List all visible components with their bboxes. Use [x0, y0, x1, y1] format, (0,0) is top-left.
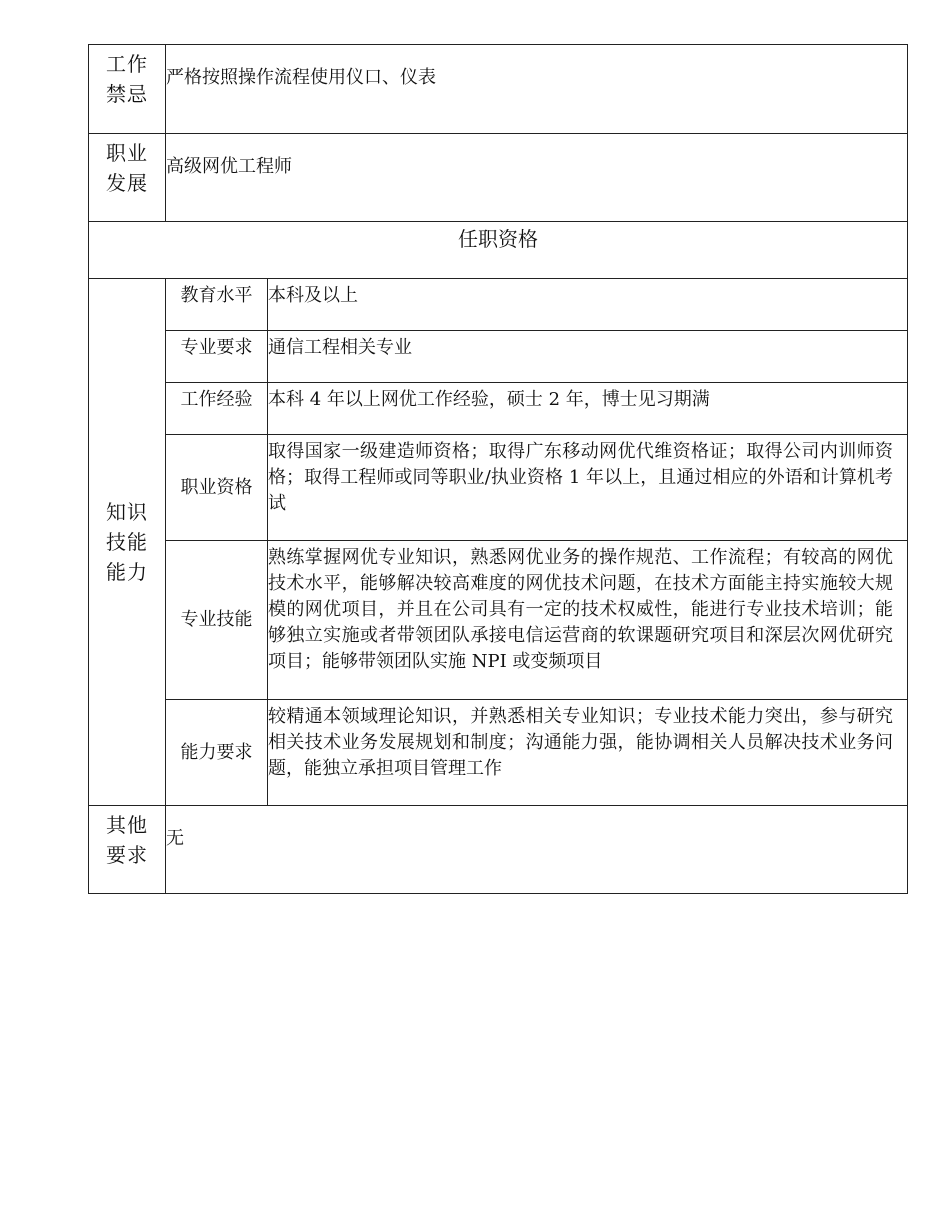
row-other-requirements [89, 806, 908, 894]
job-description-table [88, 44, 908, 894]
career-development-label-line2: 发展 [106, 171, 148, 195]
row-major-requirement [89, 331, 908, 383]
knowledge-skills-ability-label [89, 279, 166, 806]
professional-skills-value: 熟练掌握网优专业知识，熟悉网优业务的操作规范、工作流程；有较高的网优技术水平，能够解决较高难度的网优技术问题，在技术方面能主持实施较大规模的网优项目，并且在公司具有一定的技术权威性，能进行专业技术培训；能够独立实施或者带领团队承接电信运营商的软课题研究项目和深层次网优研究项目；能够带领团队实施 NPI 或变频项目 [268, 541, 908, 700]
row-work-experience [89, 383, 908, 435]
row-qualification-header [89, 222, 908, 279]
row-professional-skills [89, 541, 908, 700]
row-education-level [89, 279, 908, 331]
work-taboo-label-line2: 禁忌 [106, 82, 148, 106]
row-professional-qualification [89, 435, 908, 541]
row-work-taboo [89, 45, 908, 134]
other-requirements-label [89, 806, 166, 894]
career-development-label-line1: 职业 [106, 141, 148, 165]
work-experience-label: 工作经验 [166, 383, 268, 435]
professional-qualification-value: 取得国家一级建造师资格；取得广东移动网优代维资格证；取得公司内训师资格；取得工程师或同等职业/执业资格 1 年以上，且通过相应的外语和计算机考试 [268, 435, 908, 541]
knowledge-label-line2: 技能 [106, 530, 148, 554]
ability-requirement-value: 较精通本领域理论知识，并熟悉相关专业知识；专业技术能力突出，参与研究相关技术业务发展规划和制度；沟通能力强，能协调相关人员解决技术业务问题，能独立承担项目管理工作 [268, 700, 908, 806]
row-career-development [89, 134, 908, 222]
other-requirements-value: 无 [166, 806, 908, 894]
other-requirements-label-line2: 要求 [106, 843, 148, 867]
row-ability-requirement [89, 700, 908, 806]
work-taboo-label [89, 45, 166, 134]
education-level-label: 教育水平 [166, 279, 268, 331]
work-taboo-label-line1: 工作 [106, 52, 148, 76]
knowledge-label-line1: 知识 [106, 500, 148, 524]
work-taboo-value: 严格按照操作流程使用仪口、仪表 [166, 45, 908, 134]
other-requirements-label-line1: 其他 [106, 813, 148, 837]
major-requirement-label: 专业要求 [166, 331, 268, 383]
education-level-value: 本科及以上 [268, 279, 908, 331]
knowledge-label-line3: 能力 [106, 560, 148, 584]
career-development-value: 高级网优工程师 [166, 134, 908, 222]
professional-skills-label: 专业技能 [166, 541, 268, 700]
ability-requirement-label: 能力要求 [166, 700, 268, 806]
career-development-label [89, 134, 166, 222]
work-experience-value: 本科 4 年以上网优工作经验，硕士 2 年，博士见习期满 [268, 383, 908, 435]
qualification-section-title: 任职资格 [89, 222, 908, 279]
professional-qualification-label: 职业资格 [166, 435, 268, 541]
major-requirement-value: 通信工程相关专业 [268, 331, 908, 383]
